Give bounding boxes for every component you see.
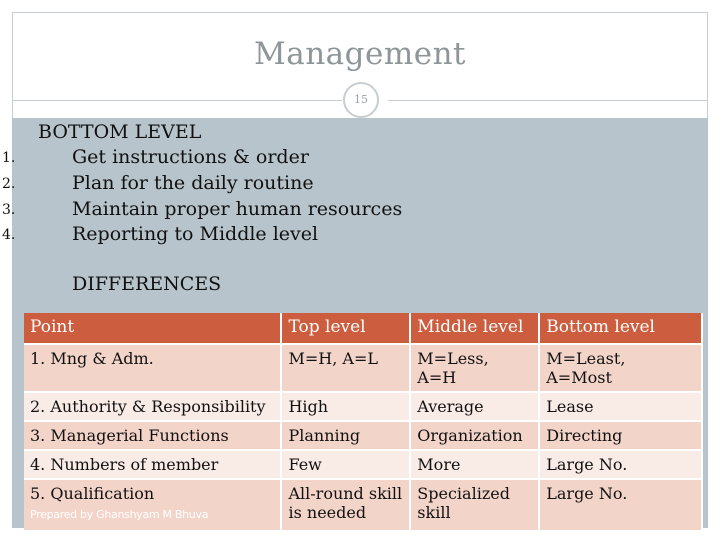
list-item-text: Get instructions & order [72,146,309,168]
footer-credit: Prepared by Ghanshyam M Bhuva [30,508,209,521]
table-cell: Few [281,450,410,479]
list-item-number: 3. [2,202,16,218]
list-item-text: Maintain proper human resources [72,198,403,220]
table-row [24,421,702,450]
title-divider-left [12,100,342,101]
differences-heading [35,273,38,295]
column-header: Middle level [410,313,539,344]
table-cell: Average [410,392,539,421]
table-cell: High [281,392,410,421]
table-cell: M=H, A=L [281,344,410,392]
table-header-row [24,313,702,344]
table-row [24,344,702,392]
table-cell: Specialized skill [410,479,539,531]
list-item-number: 2. [2,176,16,192]
table-cell: M=Least, A=Most [539,344,702,392]
page-number-badge: 15 [343,82,379,118]
list-item-number: 4. [2,227,16,243]
table-cell: All-round skill is needed [281,479,410,531]
table-cell: More [410,450,539,479]
table-cell: Large No. [539,450,702,479]
slide-title: Management [253,36,467,72]
list-item-text: Plan for the daily routine [72,172,314,194]
table-row [24,392,702,421]
table-cell: Organization [410,421,539,450]
column-header: Top level [281,313,410,344]
table-cell: 3. Managerial Functions [24,421,281,450]
differences-heading-text: DIFFERENCES [72,273,222,295]
table-cell: Large No. [539,479,702,531]
differences-table [24,313,703,532]
list-item-number: 1. [2,150,16,166]
table-cell: M=Less, A=H [410,344,539,392]
list-item-text: Reporting to Middle level [72,223,319,245]
table-cell: Planning [281,421,410,450]
table-cell: 1. Mng & Adm. [24,344,281,392]
bottom-level-heading [35,121,201,143]
title-divider-right [388,100,708,101]
table-row [24,450,702,479]
bottom-level-heading-text: BOTTOM LEVEL [38,121,202,143]
table-cell: 5. Qualification [24,479,281,531]
column-header: Point [24,313,281,344]
table-cell: Directing [539,421,702,450]
table-row [24,479,702,531]
table-cell: Lease [539,392,702,421]
table-cell: 2. Authority & Responsibility [24,392,281,421]
column-header: Bottom level [539,313,702,344]
table-cell: 4. Numbers of member [24,450,281,479]
